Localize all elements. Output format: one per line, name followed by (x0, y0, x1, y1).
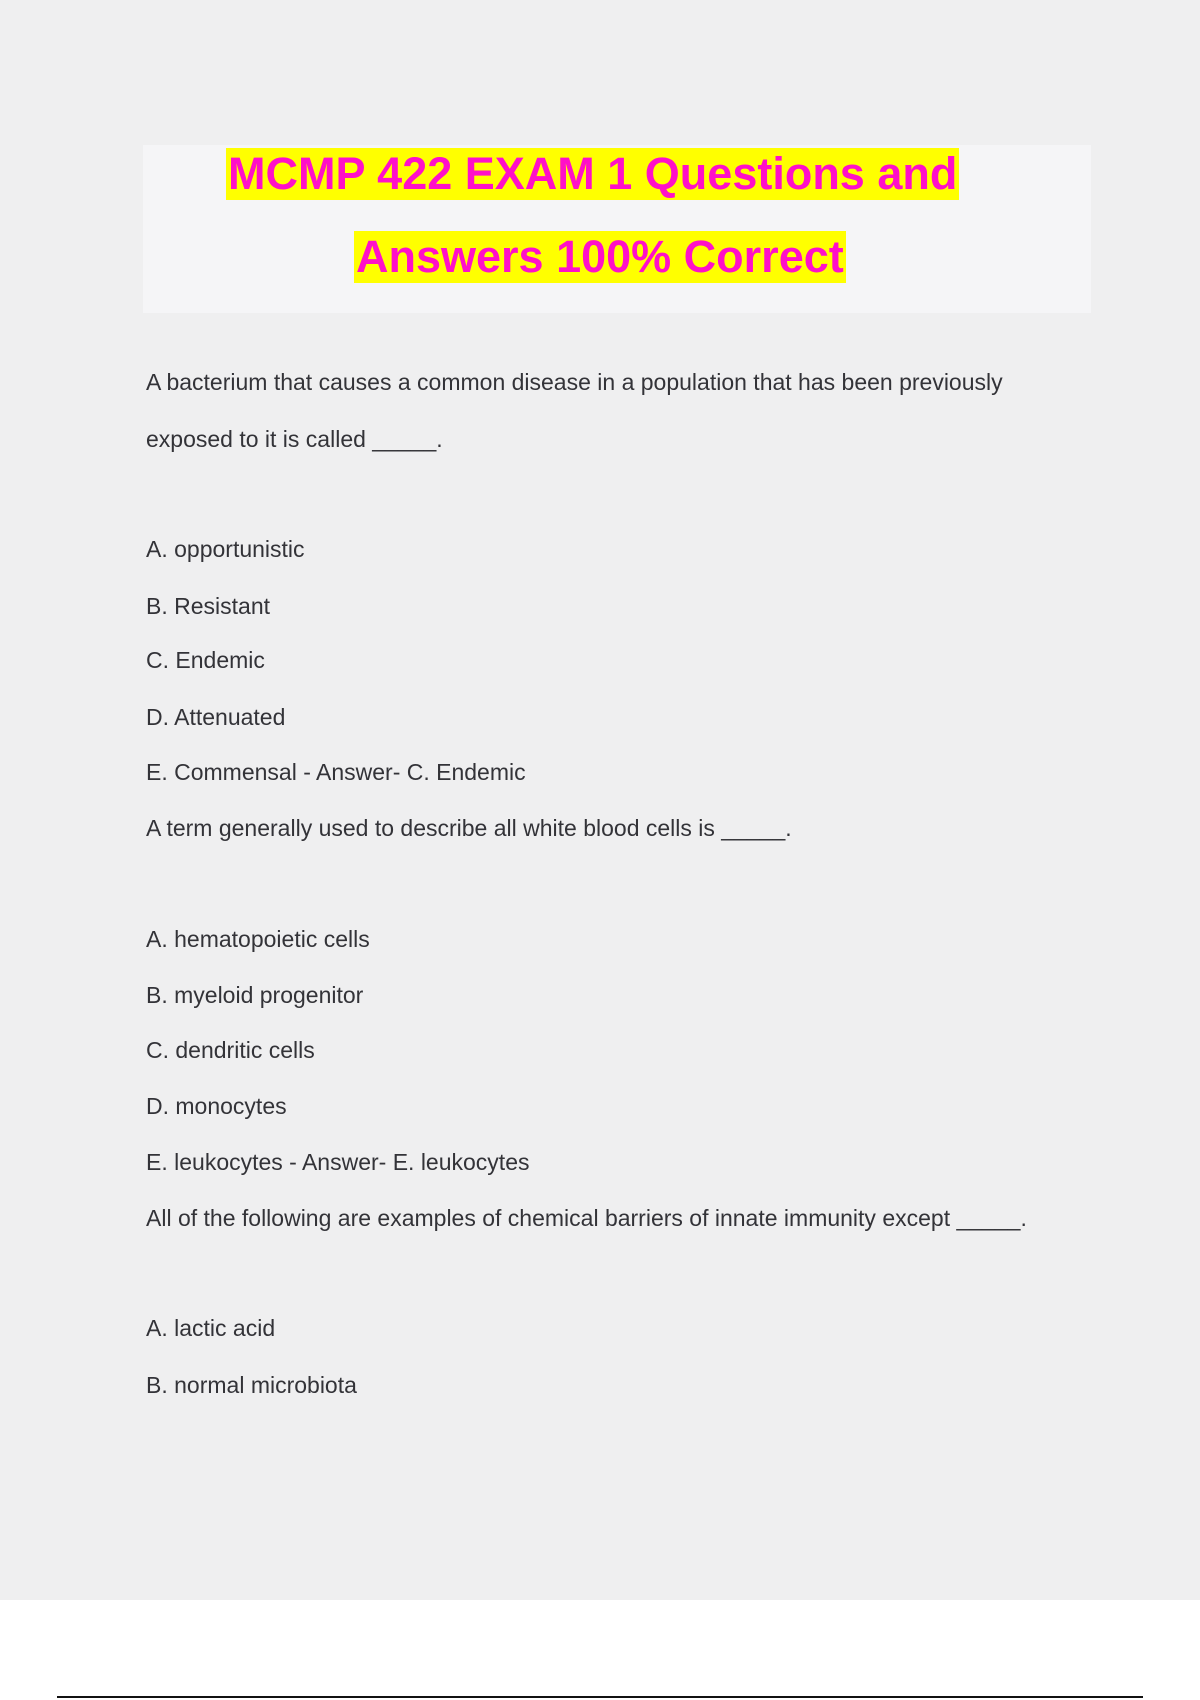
question-2-option-c: C. dendritic cells (146, 1037, 315, 1063)
question-1-option-e-answer: E. Commensal - Answer- C. Endemic (146, 759, 526, 785)
question-1-stem-line-2: exposed to it is called _____. (146, 426, 443, 452)
question-2-option-a: A. hematopoietic cells (146, 926, 370, 952)
footer-divider (57, 1696, 1143, 1698)
question-2-stem: A term generally used to describe all white blood cells is _____. (146, 815, 792, 841)
question-3-option-b: B. normal microbiota (146, 1372, 357, 1398)
page-footer (0, 1600, 1200, 1700)
question-3-option-a: A. lactic acid (146, 1315, 276, 1341)
document-title-line-2: Answers 100% Correct (356, 231, 844, 282)
document-title-line-1: MCMP 422 EXAM 1 Questions and (228, 148, 958, 199)
question-1-option-b: B. Resistant (146, 593, 270, 619)
question-3-stem: All of the following are examples of chemical barriers of innate immunity except _____. (146, 1205, 1027, 1231)
question-1-stem-line-1: A bacterium that causes a common disease in a population that has been previously (146, 369, 1003, 395)
question-2-option-e-answer: E. leukocytes - Answer- E. leukocytes (146, 1149, 530, 1175)
question-2-option-d: D. monocytes (146, 1093, 287, 1119)
question-1-option-c: C. Endemic (146, 647, 265, 673)
question-2-option-b: B. myeloid progenitor (146, 982, 364, 1008)
question-1-option-d: D. Attenuated (146, 704, 286, 730)
question-1-option-a: A. opportunistic (146, 536, 305, 562)
